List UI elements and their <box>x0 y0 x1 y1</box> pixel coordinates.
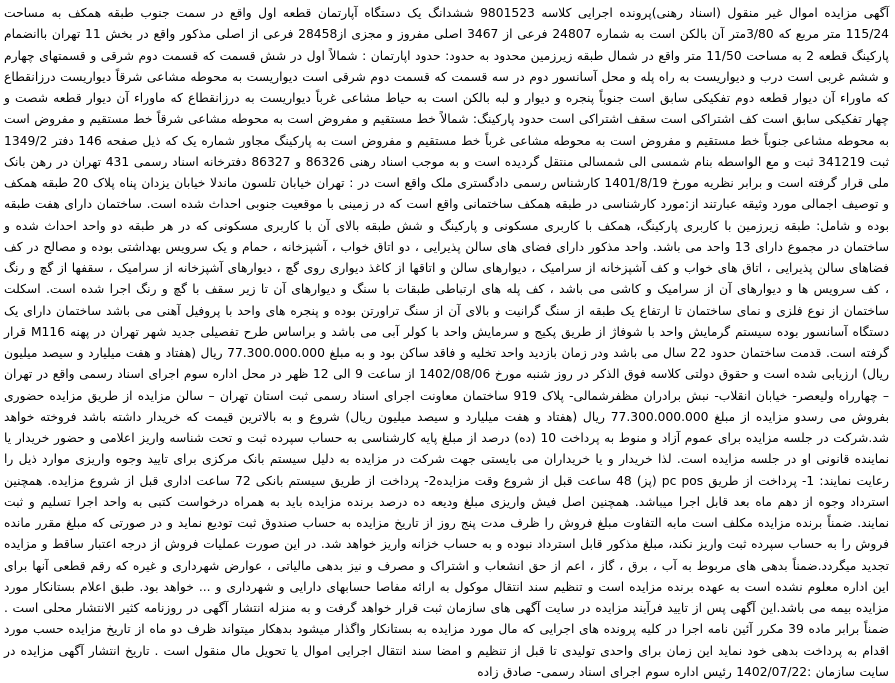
auction-notice-text: آگهی مزایده اموال غیر منقول (اسناد رهنی)پرونده اجرایی کلاسه 9801523 ششدانگ یک دستگاه آپارتمان قطعه اول واقع در سمت جنوب طبقه همکف به مساحت 115/24 متر مربع که 3/80متر آن بالکن است به شماره 24807 فرعی از 3467 اصلی مفروز و مجزی از28458 فرعی از اصلی مذکور واقع در بخش 11 تهران باانضمام پارکینگ قطعه 2 به مساحت 11/50 متر واقع در شمال طبقه زیرزمین محدود به حدود: حدود اپارتمان : شمالاً اول در شش قسمت که قسمت دوم شرقی و قسمتهای چهارم و ششم غربی است درب و دیواریست به راه پله و محل آسانسور دوم در سه قسمت که قسمت دوم شرقی است دیواریست به محوطه مشاعی شرقاً دیواریست درزانقطاع که ماوراء آن دیوار قطعه دوم تفکیکی سابق است جنوباً پنجره و دیوار و لبه بالکن است به حیاط مشاعی غرباً دیواریست به درزانقطاع که ماوراء آن دیوار قطعه شصت و چهار تفکیکی سابق است کف اشتراکی است سقف اشتراکی است حدود پارکینگ: شمالاً خط مستقیم و مفروض است به محوطه مشاعی شرقاً خط مستقیم و مفروض است به محوطه مشاعی جنوباً خط مستقیم و مفروض است به محوطه مشاعی غرباً خط مستقیم و مفروض است به پارکینگ مجاور شماره یک که ذیل صفحه 146 دفتر 1349/2 ثبت 341219 ثبت و مع الواسطه بنام شمسی الی شمسالی منتقل گردیده است و به موجب اسناد رهنی 86326 و 86327 دفترخانه اسناد رسمی 431 تهران در رهن بانک ملی قرار گرفته است و برابر نظریه مورخ 1401/8/19 کارشناس رسمی دادگستری ملک واقع است در : تهران خیابان تلسون ماندلا خیابان یزدان پناه پلاک 20 طبقه همکف و توصیف اجمالی مورد وثیقه عبارتند از:مورد کارشناسی در طبقه همکف ساختمانی واقع است که در زمینی با موقعیت جنوبی احداث شده است. ساختمان دارای هفت طبقه بوده و شامل: طبقه زیرزمین با کاربری پارکینگ، همکف با کاربری مسکونی و پارکینگ و شش طبقه بالای آن با کاربری مسکونی که در هر طبقه دو واحد احداث شده و ساختمان در مجموع دارای 13 واحد می باشد. واحد مذکور دارای فضای های سالن پذیرایی ، دو اتاق خواب ، آشپزخانه ، حمام و یک سرویس بهداشتی بوده و مصالح در کف فضاهای سالن پذیرایی ، اتاق های خواب و کف آشپزخانه از سرامیک ، دیوارهای سالن و اتاقها از کاغذ دیواری روی گچ ، دیوارهای آشپزخانه از سرامیک ، سقفها از گچ و رنگ ، کف سرویس ها و دیوارهای آن از سرامیک و کاشی می باشد ، کف پله های ارتباطی طبقات با سنگ و دیوارهای آن تا زیر سقف با گچ و رنگ اجرا شده است. اسکلت ساختمان از نوع فلزی و نمای ساختمان تا ارتفاع یک طبقه از سنگ گرانیت و بالای آن از سنگ تراورتن بوده و پنجره های واحد با پروفیل آهنی می باشد ساختمان دارای یک دستگاه آسانسور بوده سیستم گرمایش واحد با شوفاژ از طریق پکیج و سرمایش واحد با کولر آبی می باشد و براساس طرح تفصیلی جدید شهر تهران در پهنه M116 قرار گرفته است. قدمت ساختمان حدود 22 سال می باشد ودر زمان بازدید واحد تخلیه و فاقد ساکن بود و به مبلغ 77.300.000.000 ریال (هفتاد و هفت میلیارد و سیصد میلیون ریال) ارزیابی شده است و حقوق دولتی کلاسه فوق الذکر در روز شنبه مورخ 1402/08/06 از ساعت 9 الی 12 ظهر در محل اداره سوم اجرای اسناد رسمی واقع در تهران – چهارراه ولیعصر- خیابان انقلاب- نبش برادران مظفرشمالی- پلاک 919 ساختمان معاونت اجرای اسناد رسمی ثبت استان تهران – سالن مزایده از طریق مزایده حضوری بفروش می رسدو مزایده از مبلغ 77.300.000.000 ریال (هفتاد و هفت میلیارد و سیصد میلیون ریال) شروع و به بالاترین قیمت که خریدار داشته باشد فروخته خواهد شد.شرکت در جلسه مزایده برای عموم آزاد و منوط به پرداخت 10 (ده) درصد از مبلغ پایه کارشناسی به حساب سپرده ثبت و تحت شناسه واریز اعلامی و حضور خریدار یا نماینده قانونی او در جلسه مزایده است. لذا خریدار و یا خریداران می بایستی جهت شرکت در مزایده به دلیل سیستم بانک مرکزی برای تایید وجوه واریزی موارد ذیل را رعایت نمایند: 1- پرداخت از طریق pc pos (پز) 48 ساعت قبل از شروع وقت مزایده2- پرداخت از طریق سیستم بانکی 72 ساعت اداری قبل از شروع مزایده. همچنین استرداد وجوه از دهم ماه بعد قابل اجرا میباشد. همچنین اصل فیش واریزی مبلغ ودیعه ده درصد برنده مزایده باید به همراه درخواست کتبی به واحد اجرا تسلیم و ثبت نمایند. ضمناً برنده مزایده مکلف است مابه التفاوت مبلغ فروش را ظرف مدت پنج روز از تاریخ مزایده به حساب صندوق ثبت تودیع نماید و در صورتی که مبلغ مقرر مانده فروش را به حساب سپرده ثبت واریز نکند، مبلغ مذکور قابل استرداد نبوده و به حساب خزانه واریز خواهد شد. در این صورت عملیات فروش از درجه اعتبار ساقط و مزایده تجدید میگردد.ضمناً بدهی های مربوط به آب ، برق ، گاز ، اعم از حق انشعاب و اشتراک و مصرف و نیز بدهی مالیاتی ، عوارض شهرداری و غیره که رقم قطعی آنها برای این اداره معلوم نشده است به عهده برنده مزایده است و تنظیم سند انتقال موکول به ارائه مفاصا حسابهای دارایی و شهرداری و ... خواهد بود. طبق اعلام بستانکار مورد مزایده بیمه می باشد.این آگهی پس از تایید فرآیند مزایده در سایت آگهی های سازمان ثبت قرار خواهد گرفت و به منزله انتشار آگهی در روزنامه کثیر الانتشار محلی است . ضمناً برابر ماده 39 مکرر آئین نامه اجرا در کلیه پرونده های اجرایی که مال مورد مزایده به بستانکار واگذار میشود بدهکار میتواند ظرف دو ماه از تاریخ مزایده حسب مورد اقدام به پرداخت بدهی خود نماید این زمان برای واحدی تولیدی تا قبل از تنظیم و امضا سند انتقال اجرایی اموال یا تحویل مال منقول است . تاریخ انتشار آگهی مزایده در سایت سازمان :1402/07/22 رئیس اداره سوم اجرای اسناد رسمی- صادق زاده <box>4 6 890 679</box>
